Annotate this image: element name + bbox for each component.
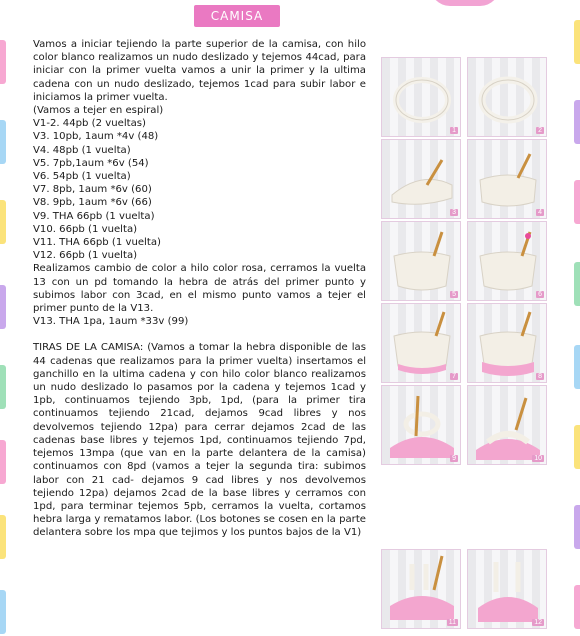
photo-number: 12	[534, 619, 542, 626]
step-line: V7. 8pb, 1aum *6v (60)	[33, 184, 152, 196]
crochet-base-photo	[467, 139, 547, 219]
crochet-base-photo	[467, 221, 547, 301]
step-line: V8. 9pb, 1aum *6v (66)	[33, 197, 152, 209]
step-line: V6. 54pb (1 vuelta)	[33, 171, 131, 183]
crochet-base-photo	[381, 139, 461, 219]
page-title: CAMISA	[194, 5, 280, 27]
color-change-paragraph: Realizamos cambio de color a hilo color rosa, cerramos la vuelta 13 con un pd tomando la hebra de atrás del primer punto y subimos labor con 3cad, en el mismo punto vamos a tejer el primer punto de la V13.	[33, 263, 366, 315]
tiras-paragraph: TIRAS DE LA CAMISA: (Vamos a tomar la hebra disponible de las 44 cadenas que realizamos para la primer vuelta) insertamos el ganchillo en la ultima cadena y con hilo color blanco realizamos un nudo deslizado lo pasamos por la cadena y tejemos 1cad y 1pb, continuamos tejiendo 3pb, 1pd, (para la primer tira continuamos tejiendo 21cad, dejamos 9cad libres y nos devolvemos tejiendo 12pa) para cerrar dejamos 2cad de las cadenas base libres y tejemos 1pd, continuamos tejiendo 7pd, tejemos 13mpa (que van en la parte delantera de la camisa) continuamos con 8pd (vamos a tejer la segunda tira: subimos labor con 21 cad- dejamos 9 cad libres y nos devolvemos tejiendo 12pa) dejamos 2cad de la base libres y cerramos con 1pd, para terminar tejemos 5pb, cerramos la vuelta, cortamos hebra larga y rematamos labor. (Los botones se cosen en la parte delantera sobre los mpa que tejimos y los puntos bajos de la V1)	[33, 342, 366, 539]
right-edge-stripes	[574, 0, 580, 636]
photo-number: 11	[448, 619, 456, 626]
crochet-base-photo	[381, 221, 461, 301]
crochet-finished-photo	[467, 549, 547, 629]
left-edge-stripes	[0, 0, 6, 636]
step-line: (Vamos a tejer en espiral)	[33, 105, 164, 117]
photo-number: 6	[538, 291, 542, 298]
photo-number: 9	[452, 455, 456, 462]
crochet-base-pink-photo	[381, 303, 461, 383]
step-line: V4. 48pb (1 vuelta)	[33, 144, 131, 156]
photo-number: 8	[538, 373, 542, 380]
decorative-top-arc	[430, 0, 500, 6]
crochet-ring-photo	[381, 57, 461, 137]
steps-list	[33, 104, 366, 262]
step-v13: V13. THA 1pa, 1aum *33v (99)	[33, 316, 189, 328]
photo-number: 1	[452, 127, 456, 134]
crochet-base-pink-photo	[467, 303, 547, 383]
crochet-tira-photo	[467, 385, 547, 465]
crochet-tira-photo	[381, 549, 461, 629]
photo-number: 4	[538, 209, 542, 216]
step-line: V3. 10pb, 1aum *4v (48)	[33, 131, 159, 143]
step-line: V9. THA 66pb (1 vuelta)	[33, 210, 155, 222]
photo-number: 5	[452, 291, 456, 298]
crochet-ring-photo	[467, 57, 547, 137]
step-line: V5. 7pb,1aum *6v (54)	[33, 157, 149, 169]
step-line: V11. THA 66pb (1 vuelta)	[33, 237, 161, 249]
photo-number: 7	[452, 373, 456, 380]
instructions-column	[33, 38, 366, 540]
photo-number: 10	[534, 455, 542, 462]
photo-number: 2	[538, 127, 542, 134]
photo-number: 3	[452, 209, 456, 216]
crochet-tira-photo	[381, 385, 461, 465]
intro-paragraph: Vamos a iniciar tejiendo la parte superior de la camisa, con hilo color blanco realizamos un nudo deslizado y tejemos 44cad, para iniciar con la primer vuelta vamos a unir la primer y la ultima cadena con un nudo deslizado, tejemos 1cad para subir labor e iniciamos la primer vuelta.	[33, 39, 366, 103]
step-line: V1-2. 44pb (2 vueltas)	[33, 118, 146, 130]
step-line: V12. 66pb (1 vuelta)	[33, 250, 138, 262]
step-line: V10. 66pb (1 vuelta)	[33, 223, 138, 235]
